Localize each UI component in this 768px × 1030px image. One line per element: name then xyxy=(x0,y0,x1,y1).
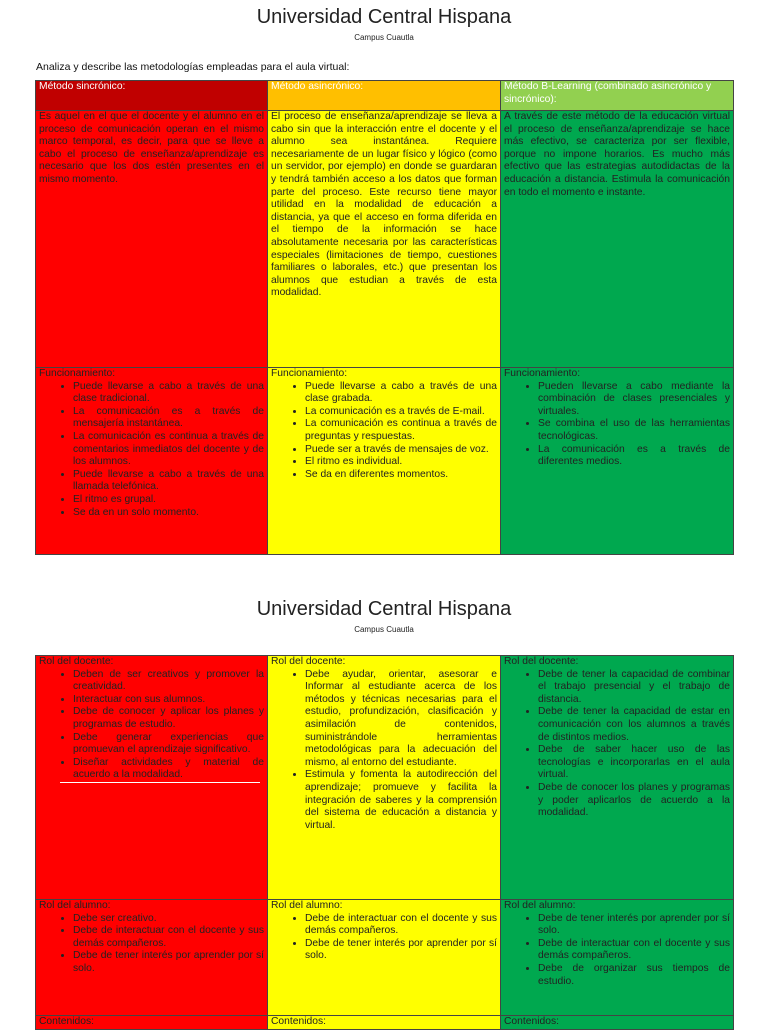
docente-list xyxy=(271,669,497,833)
alumno-label: Rol del alumno: xyxy=(39,900,111,911)
docente-asincronico xyxy=(268,656,501,900)
docente-sincronico xyxy=(36,656,268,900)
func-list xyxy=(504,381,730,469)
list-item: • Se combina el uso de las herramientas tecnológicas. xyxy=(538,418,730,443)
docente-label: Rol del docente: xyxy=(504,656,579,667)
list-item: • Debe de interactuar con el docente y sus demás compañeros. xyxy=(73,925,264,950)
list-item: • La comunicación es a través de diferentes medios. xyxy=(538,444,730,469)
header-sincronico: Método sincrónico: xyxy=(36,81,268,111)
alumno-blearning xyxy=(501,900,734,1016)
list-item: • Interactuar con sus alumnos. xyxy=(73,694,264,707)
alumno-list xyxy=(39,913,264,976)
func-sincronico xyxy=(36,368,268,555)
contenidos-sincronico: Contenidos: xyxy=(36,1016,268,1030)
list-item: • Puede ser a través de mensajes de voz. xyxy=(305,444,497,457)
func-blearning xyxy=(501,368,734,555)
list-item: • El ritmo es grupal. xyxy=(73,494,264,507)
docente-list xyxy=(504,669,730,820)
alumno-label: Rol del alumno: xyxy=(504,900,576,911)
list-item: • Debe de tener la capacidad de estar en comunicación con los alumnos a través de distintos medios. xyxy=(538,706,730,744)
list-item: • Puede llevarse a cabo a través de una clase grabada. xyxy=(305,381,497,406)
methods-table xyxy=(35,80,734,555)
docente-label: Rol del docente: xyxy=(39,656,114,667)
docente-label: Rol del docente: xyxy=(271,656,346,667)
list-item: • Pueden llevarse a cabo mediante la combinación de clases presenciales y virtuales. xyxy=(538,381,730,419)
definition-asincronico: El proceso de enseñanza/aprendizaje se lleva a cabo sin que la interacción entre el docente y el alumno sea instantánea. Requiere necesariamente de un lugar físico y lógico (como un servidor, por ejemplo) en donde se guardaran y tendrá también acceso a los datos que forman parte del proceso. Este recurso tiene mayor utilidad en la modalidad de educación a distancia, ya que el acceso en forma diferida en el tiempo de la información se hace absolutamente necesaria por las características especiales (limitaciones de tiempo, cuestiones familiares o laborales, etc.) que presentan los alumnos que estudian a través de esta modalidad. xyxy=(268,111,501,368)
list-item: • Se da en un solo momento. xyxy=(73,507,264,520)
list-item: • Puede llevarse a cabo a través de una clase tradicional. xyxy=(73,381,264,406)
alumno-list xyxy=(271,913,497,963)
list-item: • Debe de interactuar con el docente y sus demás compañeros. xyxy=(305,913,497,938)
alumno-asincronico xyxy=(268,900,501,1016)
page-subtitle: Campus Cuautla xyxy=(354,33,414,42)
func-asincronico xyxy=(268,368,501,555)
contenidos-blearning: Contenidos: xyxy=(501,1016,734,1030)
list-item: • Debe ayudar, orientar, asesorar e Informar al estudiante acerca de los métodos y técnicas necesarias para el estudio, profundización, clasificación y asimilación de contenidos, suministrándole herramientas metodológicas para la adecuación del mismo, al entorno del estudiante. xyxy=(305,669,497,770)
header-asincronico: Método asincrónico: xyxy=(268,81,501,111)
list-item: • Debe de organizar sus tiempos de estudio. xyxy=(538,963,730,988)
list-item: • El ritmo es individual. xyxy=(305,456,497,469)
list-item: • Debe ser creativo. xyxy=(73,913,264,926)
list-item: • La comunicación es a través de mensajería instantánea. xyxy=(73,406,264,431)
alumno-list xyxy=(504,913,730,989)
instruction-text: Analiza y describe las metodologías empleadas para el aula virtual: xyxy=(36,61,350,73)
func-label: Funcionamiento: xyxy=(39,368,116,379)
list-item: • La comunicación es a través de E-mail. xyxy=(305,406,497,419)
func-list xyxy=(271,381,497,482)
list-item: • La comunicación es continua a través de comentarios inmediatos del docente y de los alumnos. xyxy=(73,431,264,469)
docente-blearning xyxy=(501,656,734,900)
roles-table xyxy=(35,655,734,1030)
func-label: Funcionamiento: xyxy=(271,368,348,379)
header-blearning: Método B-Learning (combinado asincrónico y sincrónico): xyxy=(501,81,734,111)
func-label: Funcionamiento: xyxy=(504,368,581,379)
list-item: • Debe de interactuar con el docente y sus demás compañeros. xyxy=(538,938,730,963)
list-item: • Debe de conocer y aplicar los planes y programas de estudio. xyxy=(73,706,264,731)
list-item: • Debe de tener interés por aprender por sí solo. xyxy=(538,913,730,938)
list-item: • Estimula y fomenta la autodirección del aprendizaje; promueve y facilita la integración de saberes y la comprensión del sistema de educación a distancia y virtual. xyxy=(305,769,497,832)
page-title: Universidad Central Hispana xyxy=(256,598,512,620)
alumno-label: Rol del alumno: xyxy=(271,900,343,911)
list-item: • Debe de tener interés por aprender por sí solo. xyxy=(73,950,264,975)
docente-list xyxy=(39,669,264,782)
list-item: • Diseñar actividades y material de acuerdo a la modalidad. xyxy=(73,757,264,782)
list-item: • Se da en diferentes momentos. xyxy=(305,469,497,482)
list-item: • Deben de ser creativos y promover la creatividad. xyxy=(73,669,264,694)
list-item: • Debe de saber hacer uso de las tecnologías e incorporarlas en el aula virtual. xyxy=(538,744,730,782)
func-list xyxy=(39,381,264,520)
list-item: • Debe de tener interés por aprender por sí solo. xyxy=(305,938,497,963)
page-title: Universidad Central Hispana xyxy=(256,6,512,28)
definition-sincronico: Es aquel en el que el docente y el alumno en el proceso de comunicación operan en el mismo marco temporal, es decir, para que se lleve a cabo el proceso de enseñanza/aprendizaje es necesario que los dos estén presentes en el mismo momento. xyxy=(36,111,268,368)
definition-blearning: A través de este método de la educación virtual el proceso de enseñanza/aprendizaje se hace más efectivo, se caracteriza por ser flexible, porque no impone horarios. Es mucho más efectivo que las estrategias autodidactas de la educación a distancia. Estimula la comunicación en todo el momento e instante. xyxy=(501,111,734,368)
list-item: • Debe de conocer los planes y programas y poder aplicarlos de acuerdo a la modalidad. xyxy=(538,782,730,820)
list-item: • La comunicación es continua a través de preguntas y respuestas. xyxy=(305,418,497,443)
list-item: • Debe de tener la capacidad de combinar el trabajo presencial y el trabajo de distancia. xyxy=(538,669,730,707)
list-item: • Puede llevarse a cabo a través de una llamada telefónica. xyxy=(73,469,264,494)
page-subtitle: Campus Cuautla xyxy=(354,625,414,634)
divider-line xyxy=(60,782,260,783)
contenidos-asincronico: Contenidos: xyxy=(268,1016,501,1030)
list-item: • Debe generar experiencias que promuevan el aprendizaje significativo. xyxy=(73,732,264,757)
alumno-sincronico xyxy=(36,900,268,1016)
